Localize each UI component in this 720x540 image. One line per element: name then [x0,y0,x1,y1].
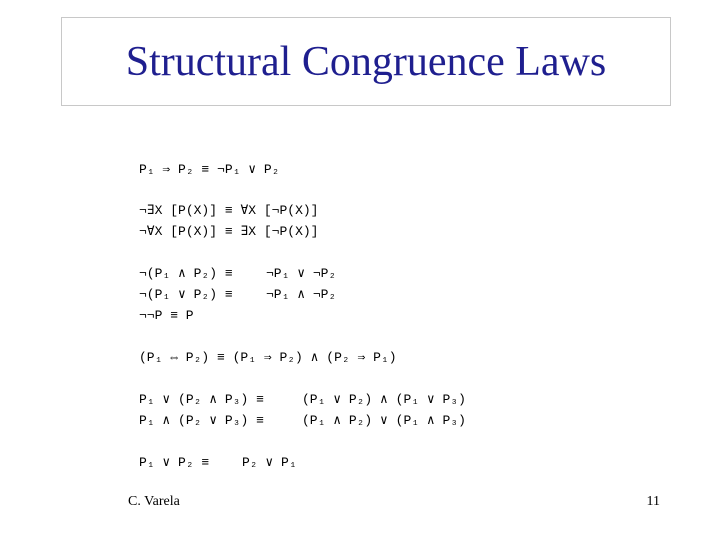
law-commutativity-right: P₂ ∨ P₁ [242,455,297,470]
law-distribute-and-right: (P₁ ∧ P₂) ∨ (P₁ ∧ P₃) [302,413,466,428]
law-demorgan-and-right: ¬P₁ ∨ ¬P₂ [266,266,337,281]
law-implication: P₁ ⇒ P₂ ≡ ¬P₁ ∨ P₂ [139,162,280,177]
author-footer: C. Varela [128,494,180,509]
title-box [61,17,671,106]
law-distribute-or-right: (P₁ ∨ P₂) ∧ (P₁ ∨ P₃) [302,392,466,407]
law-demorgan-or-left: ¬(P₁ ∨ P₂) ≡ [139,287,233,302]
law-distribute-and-left: P₁ ∧ (P₂ ∨ P₃) ≡ [139,413,264,428]
law-commutativity-left: P₁ ∨ P₂ ≡ [139,455,210,470]
law-biconditional: (P₁ ⇔ P₂) ≡ (P₁ ⇒ P₂) ∧ (P₂ ⇒ P₁) [139,350,397,365]
law-distribute-or-left: P₁ ∨ (P₂ ∧ P₃) ≡ [139,392,264,407]
law-double-negation: ¬¬P ≡ P [139,308,194,323]
law-not-forall: ¬∀X [P(X)] ≡ ∃X [¬P(X)] [139,224,319,239]
law-demorgan-and-left: ¬(P₁ ∧ P₂) ≡ [139,266,233,281]
law-not-exists: ¬∃X [P(X)] ≡ ∀X [¬P(X)] [139,203,319,218]
slide-title: Structural Congruence Laws [125,38,607,85]
page-number: 11 [646,494,660,509]
law-demorgan-or-right: ¬P₁ ∧ ¬P₂ [266,287,337,302]
